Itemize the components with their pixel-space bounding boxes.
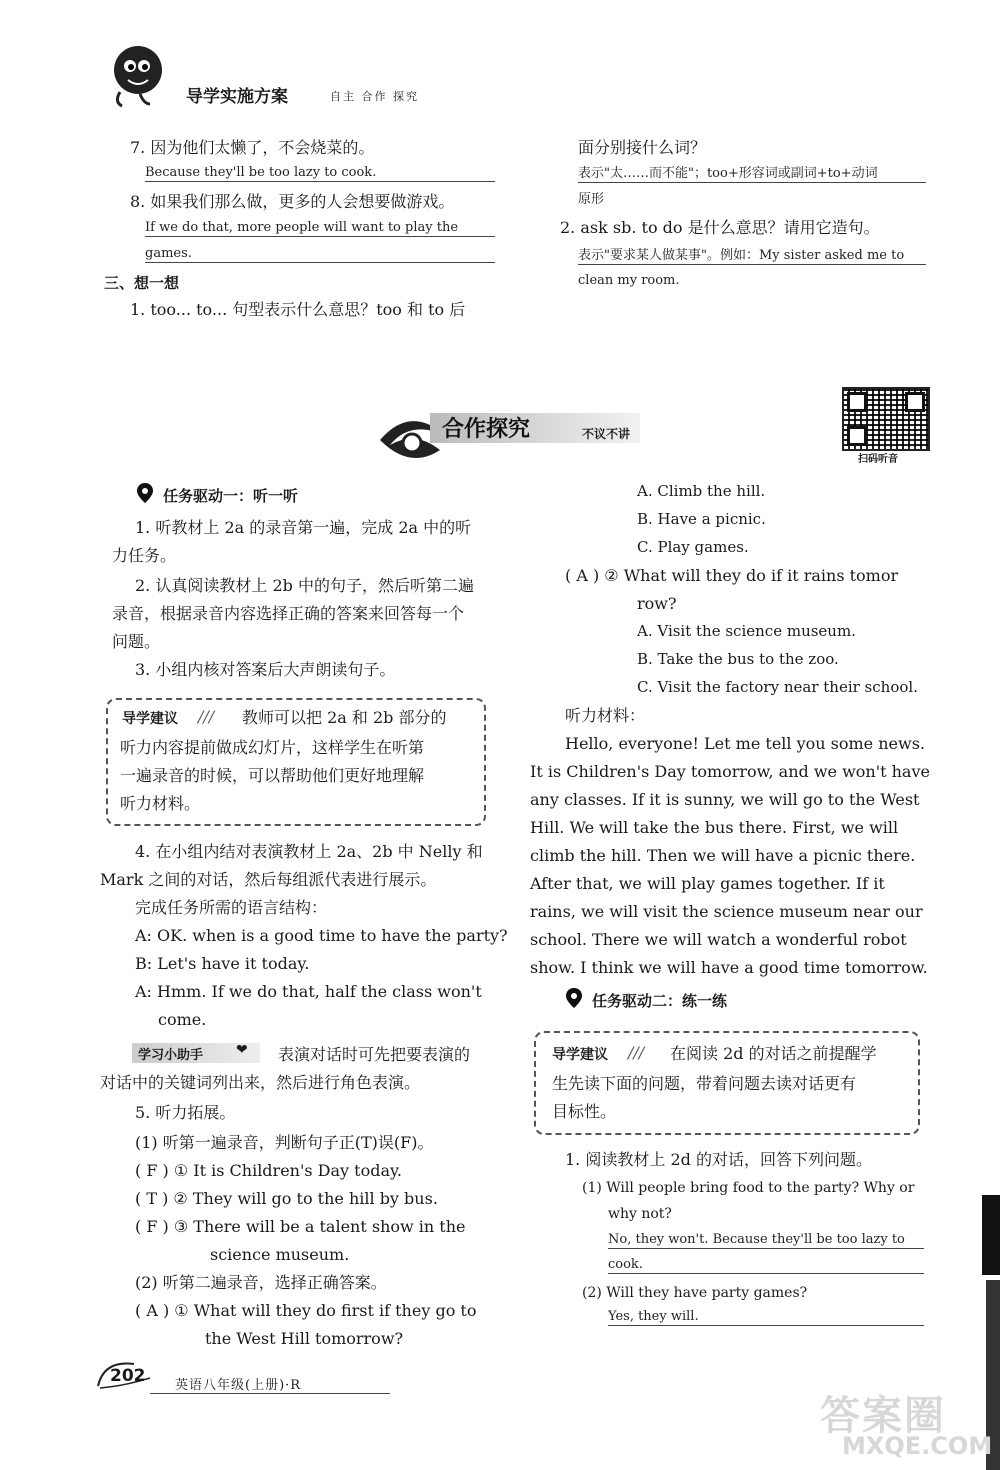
reading-q2-answer: Yes, they will. (608, 1309, 924, 1326)
mc2-option-c: C. Visit the factory near their school. (637, 678, 918, 696)
think-q2-answer-line2: clean my room. (578, 273, 680, 288)
material-line-2: It is Children's Day tomorrow, and we won't have (530, 762, 930, 781)
footer-rule (150, 1393, 390, 1394)
material-line-5: climb the hill. Then we will have a picnic there. (530, 846, 916, 865)
think-q1: 1. too... to... 句型表示什么意思？too 和 to 后 (130, 300, 466, 319)
reading-q1-line2: why not? (608, 1206, 672, 1222)
tip-box-1-line1: 教师可以把 2a 和 2b 部分的 (242, 708, 447, 727)
think-q2-answer-line1: 表示"要求某人做某事"。例如：My sister asked me to (578, 248, 926, 265)
listening-ext-heading: 5. 听力拓展。 (135, 1103, 236, 1122)
header-title: 导学实施方案 (186, 87, 288, 107)
task1-p4-line2: Mark 之间的对话，然后每组派代表进行展示。 (100, 870, 437, 889)
qr-code-icon (842, 387, 930, 451)
task2-title: 任务驱动二：练一练 (592, 992, 728, 1010)
q7-answer: Because they'll be too lazy to cook. (145, 165, 495, 182)
think-q1-answer-line2: 原形 (578, 192, 605, 207)
tf-item-3: ( F ) ③ There will be a talent show in the (135, 1217, 466, 1236)
tip-box-1-label: 导学建议 (122, 711, 178, 727)
mc2-option-a: A. Visit the science museum. (637, 622, 856, 640)
banner-subtitle: 不议不讲 (582, 427, 631, 441)
task1-p4-line1: 4. 在小组内结对表演教材上 2a、2b 中 Nelly 和 (135, 842, 483, 861)
reading-q1-answer-line2: cook. (608, 1257, 924, 1274)
dialog-line2: B: Let's have it today. (135, 954, 310, 973)
edge-tab (982, 1195, 1000, 1275)
tip-slash-icon: /// (198, 707, 215, 726)
think-q1-continued: 面分别接什么词？ (578, 138, 707, 157)
reading-q1-answer-line1: No, they won't. Because they'll be too lazy to (608, 1232, 924, 1249)
dialog-line1: A: OK. when is a good time to have the party? (135, 926, 508, 945)
footer-book-title: 英语八年级(上册)·R (175, 1378, 302, 1393)
mc-item-1-cont: the West Hill tomorrow? (205, 1329, 404, 1348)
watermark-logo: 答案圈 (820, 1393, 946, 1439)
q8-answer-line2: games. (145, 246, 495, 263)
helper-label: 学习小助手 (138, 1048, 204, 1063)
mc-item-2-cont: row? (637, 594, 677, 613)
material-line-1: Hello, everyone! Let me tell you some news. (565, 734, 925, 753)
q7: 7. 因为他们太懒了，不会烧菜的。 (130, 138, 375, 157)
material-line-6: After that, we will play games together. If it (530, 874, 885, 893)
tf-item-3-cont: science museum. (210, 1245, 350, 1264)
location-pin-icon (137, 483, 153, 503)
tf-item-2: ( T ) ② They will go to the hill by bus. (135, 1189, 438, 1208)
task1-p2-line3: 问题。 (112, 632, 161, 651)
material-line-3: any classes. If it is sunny, we will go to the West (530, 790, 920, 809)
material-line-7: rains, we will visit the science museum near our (530, 902, 923, 921)
mc-item-1: ( A ) ① What will they do first if they go to (135, 1301, 477, 1320)
material-line-8: school. There we will watch a wonderful robot (530, 930, 907, 949)
helper-line1: 表演对话时可先把要表演的 (278, 1045, 471, 1064)
material-heading: 听力材料： (565, 706, 646, 725)
helper-line2: 对话中的关键词列出来，然后进行角色表演。 (100, 1073, 421, 1092)
mascot-icon (100, 40, 170, 110)
task1-p2-line1: 2. 认真阅读教材上 2b 中的句子，然后听第二遍 (135, 576, 474, 595)
section-think-heading: 三、想一想 (104, 274, 180, 292)
qr-caption: 扫码听音 (858, 454, 898, 465)
heart-icon: ❤ (236, 1042, 248, 1058)
tip-box-2-label: 导学建议 (552, 1047, 608, 1063)
reading-q1-line1: (1) Will people bring food to the party? Why or (582, 1180, 915, 1196)
task1-p3: 3. 小组内核对答案后大声朗读句子。 (135, 660, 396, 679)
tip-box-2-line1: 在阅读 2d 的对话之前提醒学 (670, 1044, 877, 1063)
location-pin-icon (566, 988, 582, 1008)
mc-item-2: ( A ) ② What will they do if it rains tomor (565, 566, 899, 585)
mc1-option-c: C. Play games. (637, 538, 749, 556)
task1-title: 任务驱动一：听一听 (163, 487, 299, 505)
mc2-option-b: B. Take the bus to the zoo. (637, 650, 839, 668)
q8-answer-line1: If we do that, more people will want to play the (145, 220, 495, 237)
q8: 8. 如果我们那么做，更多的人会想要做游戏。 (130, 192, 455, 211)
tf-item-1: ( F ) ① It is Children's Day today. (135, 1161, 402, 1180)
tip-slash-icon: /// (628, 1043, 645, 1062)
tip-box-1-line2: 听力内容提前做成幻灯片，这样学生在听第 (120, 738, 425, 757)
watermark-url: MXQE.COM (842, 1432, 993, 1460)
tip-box-2-line2: 生先读下面的问题，带着问题去读对话更有 (552, 1074, 857, 1093)
reading-q2: (2) Will they have party games? (582, 1285, 808, 1301)
task1-p2-line2: 录音，根据录音内容选择正确的答案来回答每一个 (112, 604, 465, 623)
think-q1-answer-line1: 表示"太……而不能"；too+形容词或副词+to+动词 (578, 166, 926, 183)
tip-box-2-line3: 目标性。 (552, 1102, 617, 1121)
material-line-4: Hill. We will take the bus there. First, we will (530, 818, 899, 837)
material-line-9: show. I think we will have a good time tomorrow. (530, 958, 928, 977)
tip-box-1-line3: 一遍录音的时候，可以帮助他们更好地理解 (120, 766, 425, 785)
structure-heading: 完成任务所需的语言结构： (135, 898, 328, 917)
listening-ext-part2: (2) 听第二遍录音，选择正确答案。 (135, 1273, 387, 1292)
task1-p1-line1: 1. 听教材上 2a 的录音第一遍，完成 2a 中的听 (135, 518, 472, 537)
reading-task-1: 1. 阅读教材上 2d 的对话，回答下列问题。 (565, 1150, 872, 1169)
header-subtitle: 自主 合作 探究 (330, 90, 419, 103)
task1-p1-line2: 力任务。 (112, 546, 177, 565)
tip-box-1-line4: 听力材料。 (120, 794, 201, 813)
mc1-option-a: A. Climb the hill. (637, 482, 766, 500)
think-q2: 2. ask sb. to do 是什么意思？请用它造句。 (560, 218, 880, 237)
dialog-line3-cont: come. (158, 1010, 207, 1029)
mc1-option-b: B. Have a picnic. (637, 510, 766, 528)
banner-title: 合作探究 (442, 417, 531, 442)
listening-ext-part1: (1) 听第一遍录音，判断句子正(T)误(F)。 (135, 1133, 434, 1152)
dialog-line3: A: Hmm. If we do that, half the class won't (135, 982, 482, 1001)
page-number: 202 (110, 1366, 146, 1386)
